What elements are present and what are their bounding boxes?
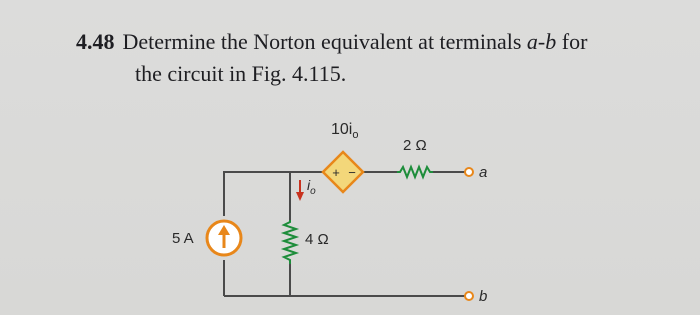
current-arrow — [296, 180, 304, 201]
dependent-source-label: $10i_o$ — [331, 121, 359, 141]
problem-text-line2: the circuit in Fig. 4.115. — [135, 61, 347, 86]
dependent-voltage-source — [323, 152, 363, 192]
terminal-b-node — [465, 292, 473, 300]
resistor-2-ohm — [397, 167, 433, 177]
current-source-label: 5 A — [172, 230, 194, 247]
current-source — [207, 221, 241, 255]
svg-text:+: + — [332, 165, 340, 180]
resistor-2-ohm-label: 2 Ω — [403, 137, 427, 154]
svg-text:−: − — [348, 165, 356, 180]
problem-text-line1-end: for — [556, 29, 588, 54]
terminal-a-label: a — [479, 164, 488, 181]
terminals-label: a-b — [526, 29, 557, 54]
problem-text-line1: Determine the Norton equivalent at terminals — [122, 29, 527, 54]
resistor-4-ohm — [284, 220, 296, 264]
terminal-b-label: b — [479, 288, 488, 305]
problem-number: 4.48 — [76, 29, 115, 54]
resistor-4-ohm-label: 4 Ω — [305, 231, 329, 248]
current-label: $i_o$ — [307, 177, 316, 197]
terminal-a-node — [465, 168, 473, 176]
